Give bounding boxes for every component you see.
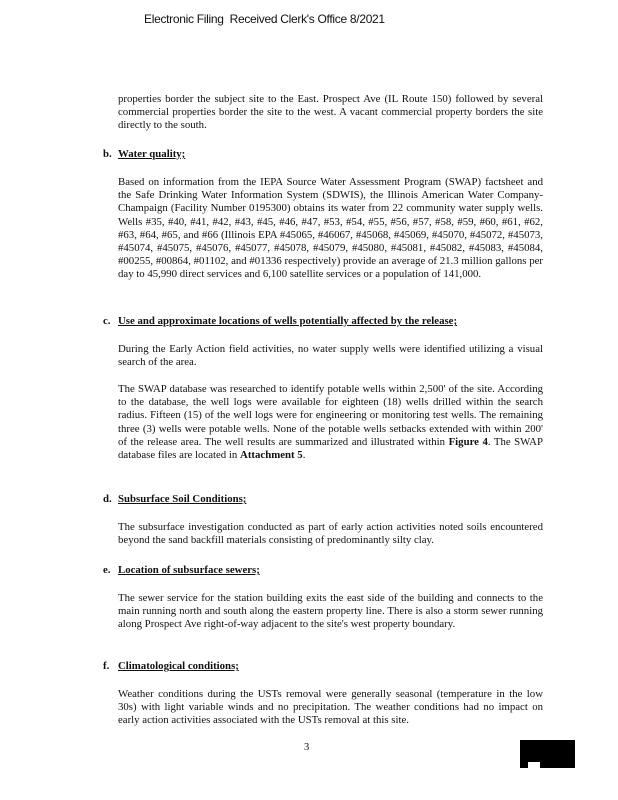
paragraph-climatological: Weather conditions during the USTs removal were generally seasonal (temperature in the low 30s) with light variable winds and no precipitation. The weather conditions had no impact on early action activities associated with the USTs removal at this site. [118,688,543,727]
page-number: 3 [304,742,310,753]
paragraph-subsurface-soil: The subsurface investigation conducted as part of early action activities noted soils encountered beyond the sand backfill materials consisting of predominantly silty clay. [118,521,543,547]
stamp-clerks-office: Clerk's Office [280,12,347,26]
attachment-reference: Attachment 5 [240,449,303,462]
swap-text-1: The SWAP database was researched to identify potable wells within 2,500' of the site. According to the database, the well logs were available for eighteen (18) wells drilled within the search radius. Fifteen (15) of the well logs were for engineering or monitoring test wells. The remaining three (3) wells were potable wells. None of the potable wells setbacks extended with within 200' of the release area. The well results are summarized and illustrated within [118,383,543,448]
swap-text-2: . The SWAP database files are located in [118,435,543,462]
heading-wells [103,315,457,328]
stamp-received: Received [229,12,278,26]
heading-letter: c. [103,315,111,327]
paragraph-subsurface-sewers: The sewer service for the station building exits the east side of the building and connects to the main running north and south along the eastern property line. There is also a storm sewer running along Prospect Ave right-of-way adjacent to the site's west property boundary. [118,592,543,631]
swap-text-end: . [302,449,306,462]
paragraph-water-quality: Based on information from the IEPA Source Water Assessment Program (SWAP) factsheet and the Safe Drinking Water Information System (SDWIS), the Illinois American Water Company-Champaign (Facility Number 0195300) obtains its water from 22 community water supply wells. Wells #35, #40, #41, #42, #43, #45, #46, #47, #53, #54, #55, #56, #57, #58, #59, #60, #61, #62, #63, #64, #65, and #66 (Illinois EPA #45065, #46067, #45068, #45069, #45070, #45072, #45073, #45074, #45075, #45076, #45077, #45078, #45079, #45080, #45081, #45082, #45083, #45084, #00255, #00864, #01102, and #01336 respectively) provide an average of 21.3 million gallons per day to 45,990 direct services and 6,100 satellite services or a population of 141,000. [118,176,543,281]
paragraph-early-action-wells: During the Early Action field activities, no water supply wells were identified utilizing a visual search of the area. [118,343,543,369]
paragraph-swap-database [118,383,543,462]
redaction-notch [528,762,540,768]
paragraph-site-borders: properties border the subject site to the East. Prospect Ave (IL Route 150) followed by several commercial properties border the site to the west. A vacant commercial property borders the site directly to the south. [118,93,543,132]
figure-reference: Figure 4 [448,435,488,448]
heading-letter: b. [103,148,112,160]
heading-title: Subsurface Soil Conditions; [118,493,247,505]
heading-title: Climatological conditions; [118,660,239,672]
stamp-electronic-filing: Electronic Filing [144,12,224,26]
heading-title: Location of subsurface sewers; [118,564,260,576]
heading-climatological [103,660,239,673]
redaction-block [520,740,575,768]
heading-subsurface-sewers [103,564,260,577]
heading-water-quality [103,148,185,161]
heading-subsurface-soil [103,493,246,506]
heading-title: Water quality; [118,148,186,160]
heading-letter: d. [103,493,112,505]
stamp-date: 8/2021 [349,12,385,26]
heading-letter: e. [103,564,111,576]
heading-letter: f. [103,660,110,672]
heading-title: Use and approximate locations of wells potentially affected by the release; [118,315,458,327]
filing-stamp [144,12,385,26]
